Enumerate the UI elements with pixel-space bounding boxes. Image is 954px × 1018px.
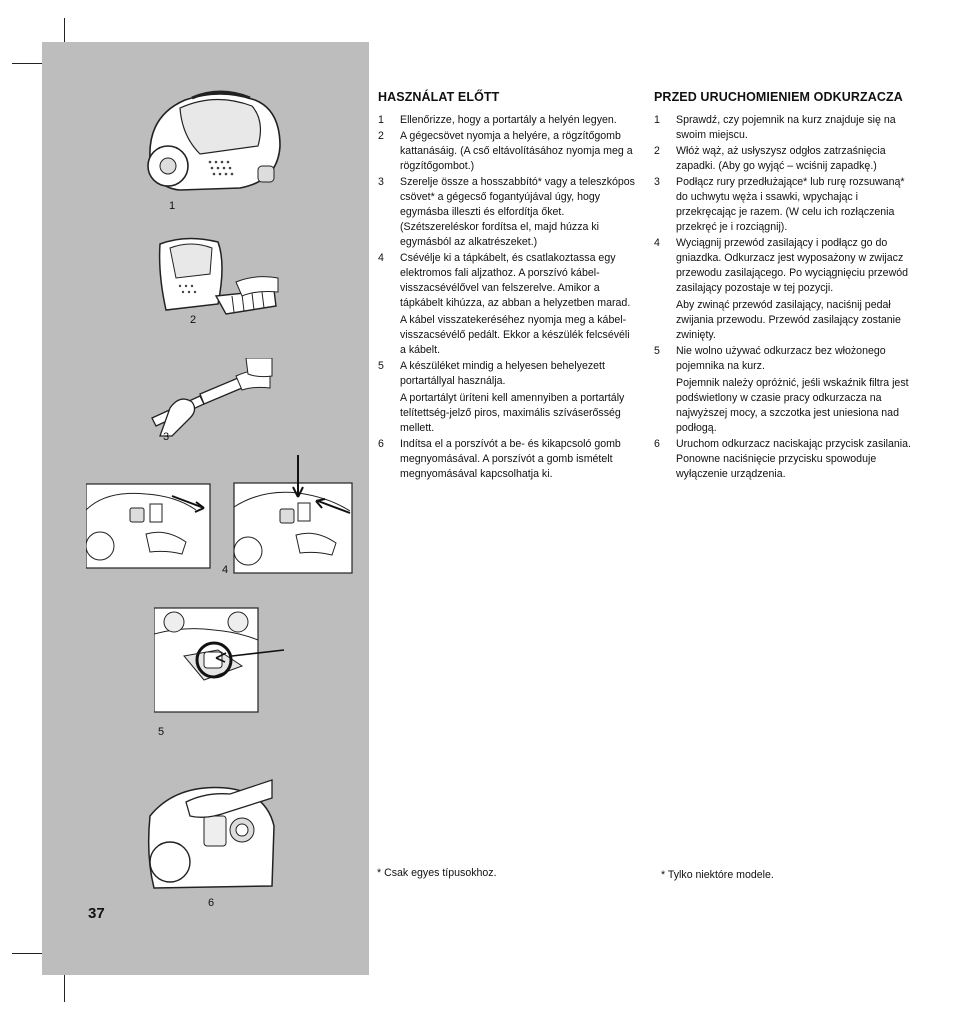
step-text: Szerelje össze a hosszabbító* vagy a teleszkópos csövet* a gégecső fogantyújával úgy, hogy egymásba illeszti és elfordítja őket. (Szétszereléskor fordítsa el, majd húzza ki egymásból az alkatrészeket.) (400, 176, 635, 248)
list-item: 5 Nie wolno używać odkurzacz bez włożonego pojemnika na kurz. Pojemnik należy opróżnić, jeśli wskaźnik filtra jest podświetlony w czasie pracy odkurzacza na najwyższej mocy, a szczotka jest uniesiona nad podłogą. (654, 344, 916, 436)
figure-5-dust-indicator (154, 606, 286, 714)
list-item: 2 Włóż wąż, aż usłyszysz odgłos zatrzaśnięcia zapadki. (Aby go wyjąć – wciśnij zapadkę.) (654, 144, 916, 174)
list-item: 5 A készüléket mindig a helyesen behelyezett portartállyal használja. A portartályt üríteni kell amennyiben a portartály telítettség-jelző piros, maximális szíváserősség mellett. (378, 359, 636, 436)
step-text: Nie wolno używać odkurzacz bez włożonego pojemnika na kurz. (676, 345, 886, 372)
instruction-list (654, 113, 916, 482)
page-number: 37 (88, 905, 105, 922)
step-text: Włóż wąż, aż usłyszysz odgłos zatrzaśnięcia zapadki. (Aby go wyjąć – wciśnij zapadkę.) (676, 145, 886, 172)
figure-4-cord-rewind-pedal (232, 455, 354, 575)
footnote: * Csak egyes típusokhoz. (377, 867, 497, 879)
step-note: Pojemnik należy opróżnić, jeśli wskaźnik filtra jest podświetlony w czasie pracy odkurzacza na najwyższej mocy, a szczotka jest uniesiona nad podłogą. (676, 377, 909, 434)
list-item: 3 Podłącz rury przedłużające* lub rurę rozsuwaną* do uchwytu węża i ssawki, wpychając i przekręcając je razem. (W celu ich rozłączenia przekręć je i rozciągnij). (654, 175, 916, 235)
step-text: Csévélje ki a tápkábelt, és csatlakoztassa egy elektromos fali aljzathoz. A porszívó kábel-visszacsévélővel van felszerelve. Amikor a tápkábelt kihúzza, az abban a helyzetben marad. (400, 252, 631, 309)
step-text: Wyciągnij przewód zasilający i podłącz go do gniazdka. Odkurzacz jest wyposażony w zwijacz przewodu zasilającego. Po wyciągnięciu przewód zasilający pozostaje w tej pozycji. (676, 237, 909, 294)
list-item: 6 Indítsa el a porszívót a be- és kikapcsoló gomb megnyomásával. A porszívót a gomb ismételt megnyomásával kapcsolhatja ki. (378, 437, 636, 482)
step-text: Podłącz rury przedłużające* lub rurę rozsuwaną* do uchwytu węża i ssawki, wpychając i przekręcając je razem. (W celu ich rozłączenia przekręć je i rozciągnij). (676, 176, 905, 233)
step-text: Ellenőrizze, hogy a portartály a helyén legyen. (400, 114, 617, 126)
figure-number: 5 (158, 726, 165, 738)
figure-number: 4 (222, 564, 229, 576)
step-text: A készüléket mindig a helyesen behelyezett portartállyal használja. (400, 360, 605, 387)
figure-number: 6 (208, 897, 215, 909)
figure-2-hose-connection (156, 234, 280, 316)
step-note: A portartályt üríteni kell amennyiben a portartály telítettség-jelző piros, maximális szíváserősség mellett. (400, 392, 625, 434)
polish-column (654, 90, 916, 483)
section-heading: HASZNÁLAT ELŐTT (378, 90, 500, 104)
list-item: 1 Sprawdź, czy pojemnik na kurz znajduje się na swoim miejscu. (654, 113, 916, 143)
step-text: Uruchom odkurzacz naciskając przycisk zasilania. Ponowne naciśnięcie przycisku spowoduje wyłączenie urządzenia. (676, 438, 911, 480)
figure-6-power-button (146, 776, 276, 896)
step-note: Aby zwinąć przewód zasilający, naciśnij pedał zwijania przewodu. Przewód zasilający zostanie zwinięty. (676, 299, 901, 341)
list-item: 3 Szerelje össze a hosszabbító* vagy a teleszkópos csövet* a gégecső fogantyújával úgy, hogy egymásba illeszti és elfordítja őket. (Szétszereléskor fordítsa el, majd húzza ki egymásból az alkatrészeket.) (378, 176, 635, 248)
figure-3-telescopic-tube (150, 358, 274, 438)
footnote: * Tylko niektóre modele. (661, 869, 774, 881)
figure-number: 3 (163, 431, 170, 443)
section-heading: PRZED URUCHOMIENIEM ODKURZACZA (654, 90, 903, 104)
list-item: 6 Uruchom odkurzacz naciskając przycisk zasilania. Ponowne naciśnięcie przycisku spowoduje wyłączenie urządzenia. (654, 437, 916, 482)
figure-number: 1 (169, 200, 176, 212)
figure-1-vacuum-cleaner (140, 86, 290, 198)
step-text: A gégecsövet nyomja a helyére, a rögzítőgomb kattanásáig. (A cső eltávolításához nyomja meg a rögzítőgombot.) (400, 130, 633, 172)
figure-number: 2 (190, 314, 197, 326)
figure-4-power-plug (86, 480, 212, 570)
step-note: A kábel visszatekeréséhez nyomja meg a kábel-visszacsévélő pedált. Ekkor a készülék felcsévéli a kábelt. (400, 314, 630, 356)
hungarian-column (378, 90, 636, 483)
step-text: Sprawdź, czy pojemnik na kurz znajduje się na swoim miejscu. (676, 114, 896, 141)
list-item: 4 Wyciągnij przewód zasilający i podłącz go do gniazdka. Odkurzacz jest wyposażony w zwijacz przewodu zasilającego. Po wyciągnięciu przewód zasilający pozostaje w tej pozycji. Aby zwinąć przewód zasilający, naciśnij pedał zwijania przewodu. Przewód zasilający zostanie zwinięty. (654, 236, 916, 343)
instruction-list (378, 113, 636, 482)
list-item: 2 A gégecsövet nyomja a helyére, a rögzítőgomb kattanásáig. (A cső eltávolításához nyomja meg a rögzítőgombot.) (378, 129, 636, 174)
list-item: 4 Csévélje ki a tápkábelt, és csatlakoztassa egy elektromos fali aljzathoz. A porszívó kábel-visszacsévélővel van felszerelve. Amikor a tápkábelt kihúzza, az abban a helyzetben marad. A kábel visszatekeréséhez nyomja meg a kábel-visszacsévélő pedált. Ekkor a készülék felcsévéli a kábelt. (378, 251, 636, 358)
list-item: 1 Ellenőrizze, hogy a portartály a helyén legyen. (378, 113, 636, 128)
step-text: Indítsa el a porszívót a be- és kikapcsoló gomb megnyomásával. A porszívót a gomb ismételt megnyomásával kapcsolhatja ki. (400, 438, 621, 480)
